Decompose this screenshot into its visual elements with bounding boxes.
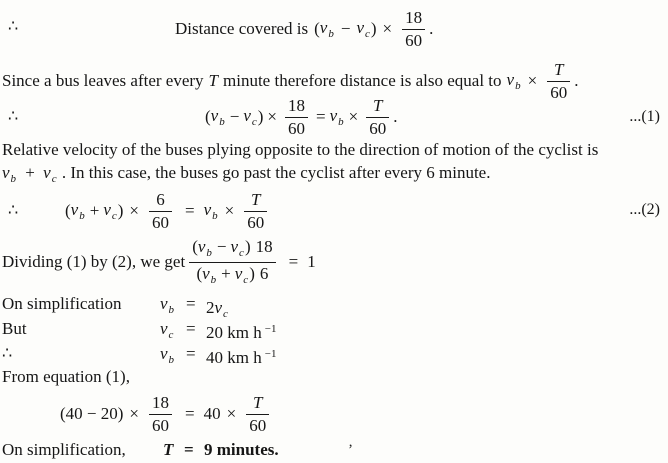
lparen: ( bbox=[65, 201, 71, 220]
rhs-factor: 40 bbox=[203, 404, 221, 423]
equals-sign: = bbox=[186, 319, 196, 338]
scan-tick-mark: ’ bbox=[348, 442, 353, 458]
row-but bbox=[0, 316, 668, 342]
subscript-c: c bbox=[239, 246, 244, 259]
math-var-vb bbox=[160, 341, 175, 373]
var-v: v bbox=[197, 236, 206, 256]
var-v: v bbox=[2, 163, 10, 182]
fraction-bar bbox=[189, 262, 275, 263]
fraction-numerator: 18 bbox=[152, 392, 170, 412]
equation-1 bbox=[205, 96, 398, 138]
fraction-numerator: 18 bbox=[288, 95, 306, 115]
fraction-denominator: 60 bbox=[247, 212, 265, 232]
math-var-vb bbox=[320, 18, 335, 40]
subscript-b: b bbox=[219, 116, 225, 128]
var-v: v bbox=[70, 200, 79, 219]
since-text-2: minute therefore distance is also equal to bbox=[223, 71, 502, 90]
rparen: ) bbox=[370, 19, 377, 38]
subscript-b: b bbox=[338, 116, 344, 128]
lparen: ( bbox=[205, 107, 211, 126]
times-sign: × bbox=[224, 201, 235, 220]
row-therefore-vb bbox=[0, 341, 668, 367]
rparen: ) bbox=[257, 107, 264, 126]
therefore-symbol: ∴ bbox=[2, 345, 13, 362]
fraction-T-60 bbox=[244, 191, 267, 232]
fraction-6-60 bbox=[149, 191, 172, 232]
var-T: T bbox=[163, 440, 174, 459]
subscript-c: c bbox=[251, 116, 257, 128]
math-var-vc bbox=[230, 236, 245, 259]
var-v: v bbox=[319, 18, 328, 37]
subscript-b: b bbox=[206, 246, 212, 259]
var-v: v bbox=[230, 236, 239, 256]
var-v: v bbox=[329, 106, 338, 125]
math-var-vc bbox=[243, 106, 257, 128]
equation-ref-2: ...(2) bbox=[629, 201, 660, 218]
fraction-numerator: T bbox=[252, 392, 263, 412]
times-sign: × bbox=[348, 107, 359, 126]
fraction-bar bbox=[402, 29, 425, 30]
subscript-b: b bbox=[212, 210, 218, 222]
plus-sign: + bbox=[25, 163, 35, 182]
math-var-vb bbox=[204, 200, 219, 222]
relative-velocity-line-1 bbox=[2, 140, 598, 160]
numerator-factor: 18 bbox=[255, 236, 273, 256]
subscript: b bbox=[168, 304, 175, 316]
equals-sign: = bbox=[186, 294, 196, 313]
equals-sign: = bbox=[184, 440, 194, 459]
fraction-T-60 bbox=[547, 61, 570, 102]
period: . bbox=[429, 19, 434, 38]
fraction-numerator: T bbox=[373, 95, 383, 115]
math-var-vc bbox=[234, 263, 249, 286]
equals-sign: = bbox=[185, 404, 195, 423]
therefore-symbol: ∴ bbox=[8, 108, 19, 125]
fraction-T-60 bbox=[246, 394, 269, 435]
fraction-numerator: 6 bbox=[156, 189, 165, 209]
times-sign: × bbox=[267, 107, 278, 126]
fraction-denominator: 60 bbox=[152, 415, 170, 435]
line-dividing bbox=[2, 233, 316, 291]
from-equation-text: From equation (1), bbox=[2, 367, 130, 386]
fraction-denominator: 60 bbox=[152, 212, 170, 232]
fraction-bar bbox=[149, 414, 172, 415]
fraction-bar bbox=[366, 117, 389, 118]
big-fraction-numerator bbox=[189, 238, 275, 260]
lhs-parenthetical: (40 − 20) bbox=[60, 404, 124, 423]
subscript-b: b bbox=[515, 80, 521, 92]
subscript-b: b bbox=[328, 28, 334, 40]
subscript-c: c bbox=[111, 210, 117, 222]
result-value: 9 minutes. bbox=[204, 440, 279, 459]
final-equation bbox=[60, 391, 273, 437]
var-v: v bbox=[210, 106, 219, 125]
plus-sign: + bbox=[221, 263, 231, 283]
math-var-vc bbox=[356, 18, 370, 40]
times-sign: × bbox=[527, 71, 538, 90]
fraction-bar bbox=[547, 81, 570, 82]
var-v: v bbox=[43, 163, 51, 182]
var-v: v bbox=[160, 344, 168, 363]
value-superscript: −1 bbox=[264, 323, 277, 335]
equals-sign: = bbox=[186, 344, 196, 363]
relative-velocity-line-2 bbox=[2, 163, 490, 185]
equals-sign: = bbox=[288, 252, 299, 271]
dividing-text: Dividing (1) by (2), we get bbox=[2, 252, 186, 271]
lparen: ( bbox=[196, 263, 203, 283]
var-v: v bbox=[202, 263, 210, 283]
rparen: ) bbox=[117, 201, 124, 220]
lparen: ( bbox=[314, 19, 320, 38]
subscript: b bbox=[168, 354, 175, 366]
row-on-simplification bbox=[0, 291, 668, 320]
minus-sign: − bbox=[229, 107, 240, 126]
value-number: 20 km h bbox=[206, 323, 262, 342]
fraction-numerator: 18 bbox=[405, 7, 423, 27]
var-v: v bbox=[160, 294, 168, 313]
value-superscript: −1 bbox=[264, 348, 277, 360]
var-v: v bbox=[234, 263, 243, 283]
equation-ref-1: ...(1) bbox=[629, 108, 660, 125]
denominator-factor: 6 bbox=[259, 263, 269, 283]
big-fraction-denominator bbox=[193, 265, 271, 287]
var-v: v bbox=[103, 200, 111, 219]
math-var-vb bbox=[197, 236, 213, 259]
var-v: v bbox=[506, 70, 515, 89]
since-text-1: Since a bus leaves after every bbox=[2, 71, 204, 90]
row-label: But bbox=[2, 319, 27, 338]
equation-2 bbox=[65, 190, 271, 232]
subscript: c bbox=[168, 329, 174, 341]
dividing-result: 1 bbox=[307, 252, 316, 271]
therefore-symbol: ∴ bbox=[8, 202, 19, 219]
fraction-numerator: T bbox=[553, 59, 564, 79]
subscript-b: b bbox=[79, 210, 85, 222]
subscript-c: c bbox=[243, 273, 249, 286]
math-var-vb bbox=[507, 70, 522, 92]
math-var-vb bbox=[2, 163, 17, 185]
big-fraction bbox=[189, 238, 275, 286]
fraction-bar bbox=[285, 117, 308, 118]
plus-sign: + bbox=[89, 201, 100, 220]
math-var-vc bbox=[103, 200, 117, 222]
fraction-numerator: T bbox=[251, 189, 261, 209]
fraction-bar bbox=[244, 211, 267, 212]
var-T: T bbox=[208, 71, 219, 90]
value-var: v bbox=[214, 298, 223, 317]
equals-sign: = bbox=[185, 201, 195, 220]
math-var-vb bbox=[211, 106, 226, 128]
subscript-b: b bbox=[10, 173, 17, 185]
subscript-c: c bbox=[364, 28, 370, 40]
row-result bbox=[0, 437, 668, 463]
value-number: 40 km h bbox=[206, 348, 262, 367]
times-sign: × bbox=[382, 19, 393, 38]
var-v: v bbox=[243, 106, 251, 125]
subscript-c: c bbox=[51, 173, 57, 185]
equals-sign: = bbox=[316, 107, 326, 126]
fraction-denominator: 60 bbox=[288, 118, 306, 138]
rparen: ) bbox=[244, 236, 251, 256]
times-sign: × bbox=[226, 404, 237, 423]
therefore-symbol: ∴ bbox=[8, 18, 19, 35]
line-distance-covered bbox=[175, 6, 433, 52]
fraction-18-60 bbox=[285, 97, 308, 138]
value-subscript: c bbox=[223, 308, 228, 320]
subscript-b: b bbox=[210, 273, 217, 286]
fraction-T-60 bbox=[366, 97, 389, 138]
row-label: On simplification bbox=[2, 294, 122, 313]
times-sign: × bbox=[129, 404, 140, 423]
row-label: On simplification, bbox=[2, 440, 126, 459]
fraction-denominator: 60 bbox=[550, 82, 568, 102]
period: . bbox=[393, 107, 398, 126]
var-v: v bbox=[356, 18, 364, 37]
math-var-vb bbox=[71, 200, 86, 222]
row-value bbox=[206, 341, 276, 377]
minus-sign: − bbox=[216, 236, 227, 256]
relative-velocity-text: Relative velocity of the buses plying opposite to the direction of motion of the cyclist is bbox=[2, 140, 599, 159]
fraction-denominator: 60 bbox=[249, 415, 267, 435]
fraction-18-60 bbox=[149, 394, 172, 435]
fraction-denominator: 60 bbox=[405, 30, 423, 50]
math-var-vb bbox=[202, 263, 217, 286]
fraction-bar bbox=[246, 414, 269, 415]
fraction-18-60 bbox=[402, 9, 425, 50]
times-sign: × bbox=[129, 201, 140, 220]
var-v: v bbox=[160, 319, 168, 338]
var-v: v bbox=[203, 200, 212, 219]
minus-sign: − bbox=[340, 19, 351, 38]
distance-covered-text: Distance covered is bbox=[175, 19, 309, 38]
math-var-vb bbox=[330, 106, 345, 128]
line-from-equation bbox=[2, 367, 130, 387]
fraction-denominator: 60 bbox=[369, 118, 387, 138]
in-this-case-text: . In this case, the buses go past the cyclist after every 6 minute. bbox=[61, 163, 491, 182]
period: . bbox=[574, 71, 579, 90]
rparen: ) bbox=[249, 263, 255, 283]
math-var-vc bbox=[43, 163, 57, 185]
lparen: ( bbox=[192, 236, 198, 256]
value-number: 2 bbox=[206, 298, 215, 317]
fraction-bar bbox=[149, 211, 172, 212]
